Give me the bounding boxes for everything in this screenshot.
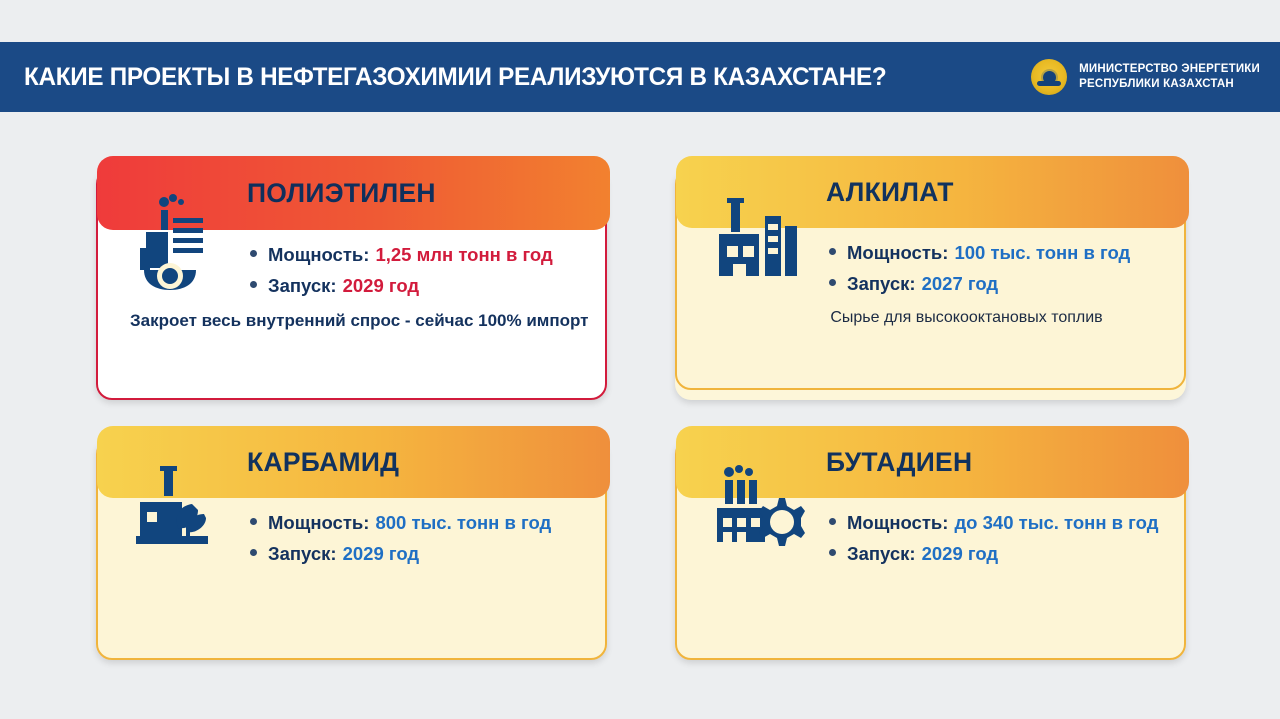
launch-value: 2029 год [342, 543, 420, 564]
bullet-icon [250, 549, 257, 556]
spec-list [250, 244, 585, 297]
spec-launch [829, 273, 1164, 295]
card-note: Сырье для высокооктановых топлив [830, 309, 1103, 326]
bullet-icon [250, 281, 257, 288]
spec-capacity [250, 512, 585, 534]
card-carbamide[interactable] [96, 438, 607, 660]
launch-value: 2029 год [921, 543, 999, 564]
card-butadiene[interactable] [675, 438, 1186, 660]
launch-label: Запуск: [847, 543, 916, 564]
launch-value: 2029 год [342, 275, 420, 296]
capacity-value: 800 тыс. тонн в год [375, 512, 552, 533]
card-title: ПОЛИЭТИЛЕН [247, 177, 436, 208]
card-note: Закроет весь внутренний спрос - сейчас 100% импорт [130, 311, 589, 330]
launch-label: Запуск: [268, 275, 337, 296]
capacity-label: Мощность: [847, 512, 949, 533]
spec-capacity [829, 512, 1164, 534]
card-title: АЛКИЛАТ [826, 176, 954, 207]
factory-gear-icon [705, 458, 809, 562]
ministry-block [1031, 59, 1260, 95]
card-title: БУТАДИЕН [826, 446, 973, 477]
capacity-label: Мощность: [268, 244, 370, 265]
capacity-value: до 340 тыс. тонн в год [954, 512, 1159, 533]
spec-capacity [250, 244, 585, 266]
launch-label: Запуск: [847, 273, 916, 294]
capacity-label: Мощность: [847, 242, 949, 263]
card-title: КАРБАМИД [247, 446, 400, 477]
spec-launch [250, 275, 585, 297]
bullet-icon [250, 250, 257, 257]
cards-grid [96, 168, 1186, 660]
ministry-line-2: РЕСПУБЛИКИ КАЗАХСТАН [1079, 78, 1234, 90]
ministry-name [1079, 62, 1260, 92]
bullet-icon [829, 549, 836, 556]
spec-list [829, 242, 1164, 295]
spec-capacity [829, 242, 1164, 264]
cards-row-2 [96, 438, 1186, 660]
capacity-value: 100 тыс. тонн в год [954, 242, 1131, 263]
page-title: КАКИЕ ПРОЕКТЫ В НЕФТЕГАЗОХИМИИ РЕАЛИЗУЮТСЯ В КАЗАХСТАНЕ? [24, 62, 887, 91]
refinery-gear-icon [126, 188, 230, 292]
kazakhstan-emblem-icon [1031, 59, 1067, 95]
cards-row-1 [96, 168, 1186, 400]
launch-value: 2027 год [921, 273, 999, 294]
spec-list [829, 512, 1164, 565]
factory-icon [705, 188, 809, 292]
capacity-label: Мощность: [268, 512, 370, 533]
ministry-line-1: МИНИСТЕРСТВО ЭНЕРГЕТИКИ [1079, 62, 1260, 75]
bullet-icon [829, 248, 836, 255]
card-alkylate[interactable] [675, 168, 1186, 400]
bullet-icon [829, 518, 836, 525]
card-polyethylene[interactable] [96, 168, 607, 400]
plant-leaf-icon [126, 458, 230, 562]
bullet-icon [829, 279, 836, 286]
spec-launch [250, 543, 585, 565]
header-bar [0, 42, 1280, 112]
bullet-icon [250, 518, 257, 525]
spec-launch [829, 543, 1164, 565]
launch-label: Запуск: [268, 543, 337, 564]
spec-list [250, 512, 585, 565]
capacity-value: 1,25 млн тонн в год [375, 244, 553, 265]
